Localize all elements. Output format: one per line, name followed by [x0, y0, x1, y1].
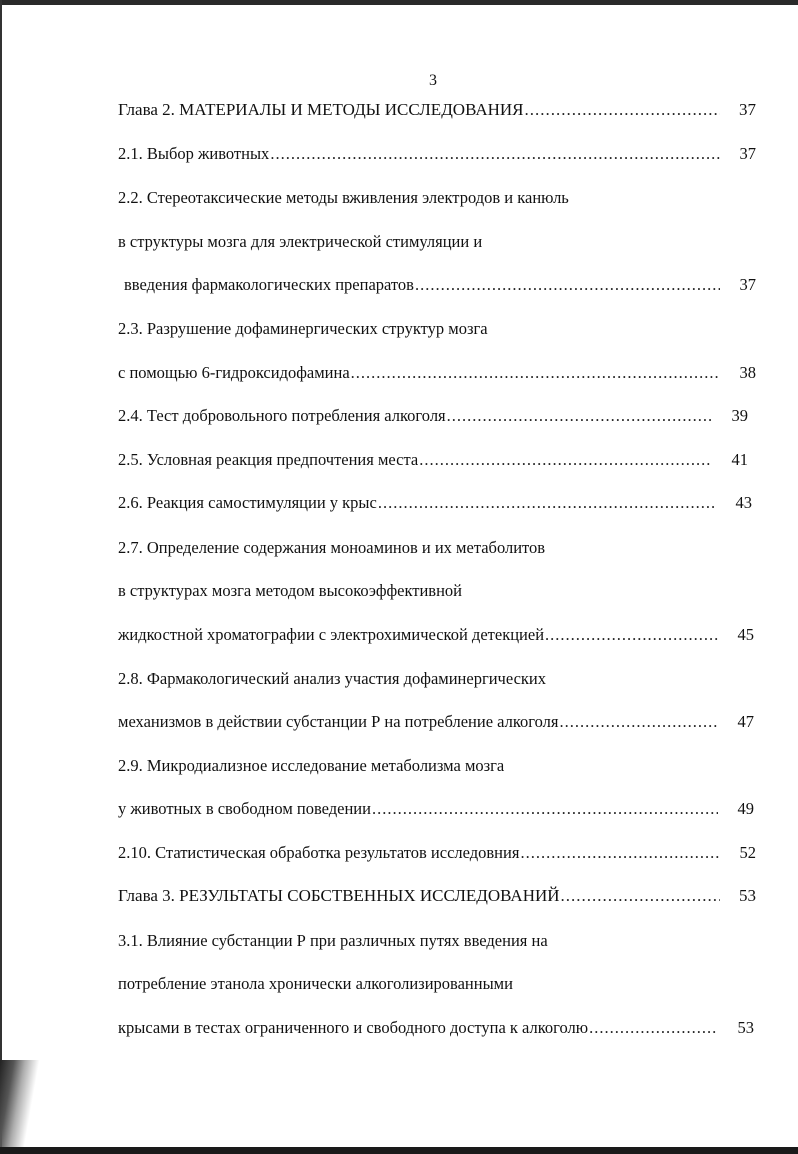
- toc-entry-page: 49: [737, 799, 754, 818]
- toc-entry-text: потребление этанола хронически алкоголизированными: [118, 974, 513, 993]
- toc-entry-page: 53: [737, 1018, 754, 1037]
- toc-entry-2-5: [118, 448, 748, 472]
- toc-entry-text: 2.1. Выбор животных: [118, 144, 270, 163]
- toc-entry-2-10: [118, 841, 756, 865]
- toc-leader-dots: [560, 710, 719, 734]
- toc-entry-2-9-line-1: [118, 754, 504, 778]
- toc-entry-page: 47: [737, 712, 754, 731]
- toc-entry-2-4: [118, 404, 748, 428]
- toc-leader-dots: [270, 142, 720, 166]
- toc-leader-dots: [520, 841, 720, 865]
- toc-entry-text: 2.10. Статистическая обработка результатов исследовния: [118, 843, 520, 862]
- toc-leader-dots: [545, 623, 718, 647]
- toc-leader-dots: [415, 273, 720, 297]
- toc-leader-dots: [372, 797, 718, 821]
- toc-entry-text: введения фармакологических препаратов: [124, 275, 414, 294]
- toc-entry-text: Глава 2. МАТЕРИАЛЫ И МЕТОДЫ ИССЛЕДОВАНИЯ: [118, 100, 524, 119]
- toc-entry-text: Глава 3. РЕЗУЛЬТАТЫ СОБСТВЕННЫХ ИССЛЕДОВАНИЙ: [118, 886, 560, 905]
- toc-entry-page: 37: [739, 144, 756, 163]
- toc-leader-dots: [447, 404, 712, 428]
- toc-entry-2-2-line-3: [124, 273, 756, 297]
- toc-entry-page: 45: [737, 625, 754, 644]
- toc-entry-page: 41: [731, 450, 748, 469]
- toc-leader-dots: [378, 491, 716, 515]
- toc-entry-2-9-line-2: [118, 797, 754, 821]
- toc-entry-2-3-line-1: [118, 317, 488, 341]
- toc-entry-page: 52: [739, 843, 756, 862]
- toc-entry-text: 2.7. Определение содержания моноаминов и их метаболитов: [118, 538, 546, 557]
- toc-entry-text: у животных в свободном поведении: [118, 799, 371, 818]
- toc-leader-dots: [351, 361, 720, 385]
- toc-entry-text: 2.9. Микродиализное исследование метаболизма мозга: [118, 756, 505, 775]
- toc-entry-page: 37: [739, 100, 756, 119]
- toc-entry-page: 53: [739, 886, 756, 905]
- toc-entry-2-2-line-1: [118, 186, 569, 210]
- toc-entry-text: механизмов в действии субстанции Р на потребление алкоголя: [118, 712, 559, 731]
- toc-entry-chapter-3: [118, 884, 756, 908]
- toc-entry-text: 2.4. Тест добровольного потребления алкоголя: [118, 406, 446, 425]
- toc-entry-page: 37: [739, 275, 756, 294]
- toc-entry-text: в структурах мозга методом высокоэффективной: [118, 581, 462, 600]
- toc-entry-text: 2.5. Условная реакция предпочтения места: [118, 450, 419, 469]
- toc-entry-2-7-line-1: [118, 536, 545, 560]
- toc-entry-text: 2.3. Разрушение дофаминергических структур мозга: [118, 319, 488, 338]
- toc-entry-page: 38: [739, 363, 756, 382]
- toc-entry-text: крысами в тестах ограниченного и свободного доступа к алкоголю: [118, 1018, 589, 1037]
- toc-entry-2-8-line-1: [118, 667, 546, 691]
- toc-entry-text: 2.2. Стереотаксические методы вживления электродов и канюль: [118, 188, 569, 207]
- toc-entry-text: 3.1. Влияние субстанции Р при различных путях введения на: [118, 931, 548, 950]
- toc-entry-chapter-2: [118, 98, 756, 122]
- toc-entry-text: 2.6. Реакция самостимуляции у крыс: [118, 493, 377, 512]
- toc-entry-2-8-line-2: [118, 710, 754, 734]
- toc-leader-dots: [419, 448, 712, 472]
- toc-entry-page: 39: [731, 406, 748, 425]
- toc-entry-text: в структуры мозга для электрической стимуляции и: [118, 232, 483, 251]
- toc-entry-3-1-line-2: [118, 972, 513, 996]
- page-number: 3: [429, 72, 437, 89]
- toc-leader-dots: [525, 98, 720, 122]
- toc-entry-page: 43: [735, 493, 752, 512]
- toc-entry-3-1-line-1: [118, 929, 548, 953]
- toc-entry-text: жидкостной хроматографии с электрохимической детекцией: [118, 625, 545, 644]
- toc-entry-2-1: [118, 142, 756, 166]
- toc-leader-dots: [561, 884, 720, 908]
- toc-entry-text: с помощью 6-гидроксидофамина: [118, 363, 350, 382]
- toc-entry-text: 2.8. Фармакологический анализ участия дофаминергических: [118, 669, 547, 688]
- toc-entry-2-2-line-2: [118, 230, 482, 254]
- toc-entry-2-3-line-2: [118, 361, 756, 385]
- toc-entry-2-7-line-3: [118, 623, 754, 647]
- toc-entry-2-6: [118, 491, 752, 515]
- toc-leader-dots: [589, 1016, 718, 1040]
- toc-entry-3-1-line-3: [118, 1016, 754, 1040]
- toc-entry-2-7-line-2: [118, 579, 462, 603]
